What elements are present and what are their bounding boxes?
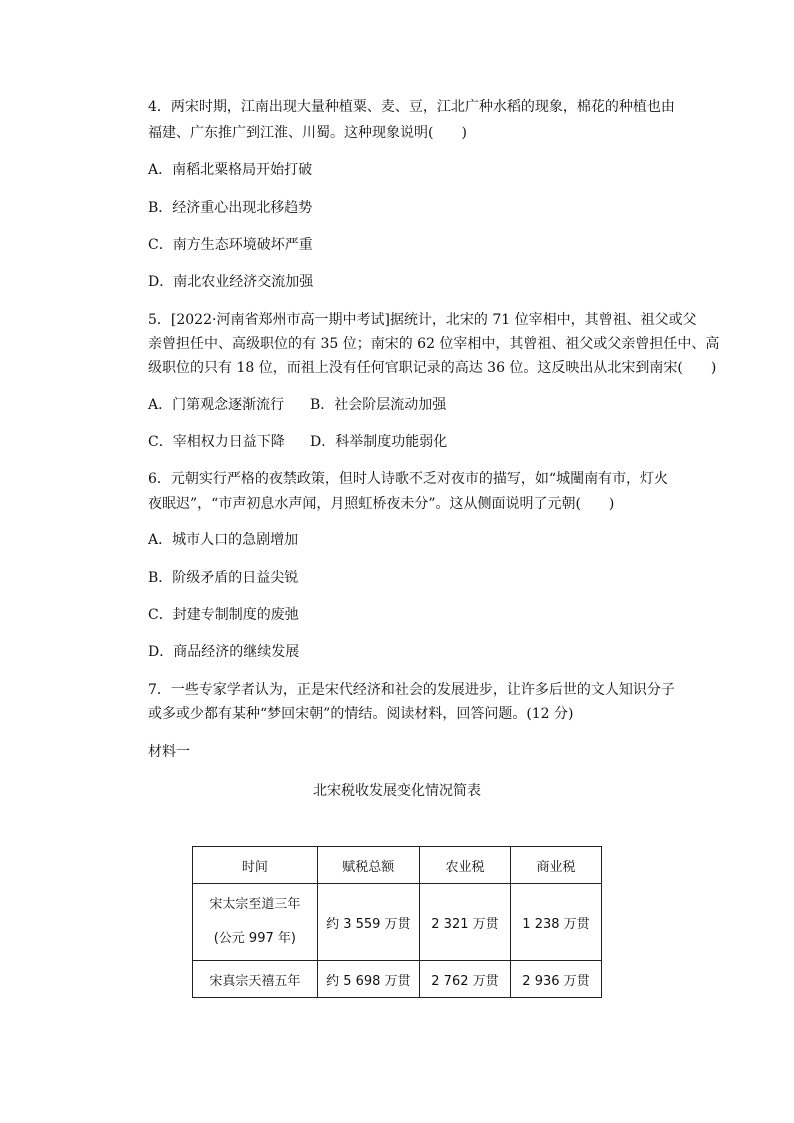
q5-option-a: A．门第观念逐渐流行 [148,397,285,413]
tax-table [192,846,602,998]
header-comm: 商业税 [510,847,601,884]
cell-comm: 2 936 万贯 [510,961,601,998]
header-time: 时间 [193,847,318,884]
cell-time-line1: 宋太宗至道三年 [209,897,301,912]
header-agri: 农业税 [419,847,510,884]
q7-stem-line2: 或多或少都有某种“梦回宋朝”的情结。阅读材料，回答问题。(12 分) [148,706,574,722]
material-label: 材料一 [148,744,190,760]
cell-time [193,884,318,961]
q6-option-a: A．城市人口的急剧增加 [148,532,299,548]
q4-option-d: D．南北农业经济交流加强 [148,274,314,290]
q5-stem-line1: 5．[2022·河南省郑州市高一期中考试]据统计，北宋的 71 位宰相中，其曾祖、祖父或父 [148,312,697,328]
q4-option-b: B．经济重心出现北移趋势 [148,200,313,216]
cell-agri: 2 321 万贯 [419,884,510,961]
q6-option-c: C．封建专制制度的废弛 [148,607,299,623]
q4-stem-line1: 4．两宋时期，江南出现大量种植粟、麦、豆，江北广种水稻的现象，棉花的种植也由 [148,99,675,115]
q6-option-b: B．阶级矛盾的日益尖锐 [148,570,299,586]
q6-stem-line2: 夜眠迟”，“市声初息水声闻，月照虹桥夜未分”。这从侧面说明了元朝( ) [148,496,615,512]
cell-comm: 1 238 万贯 [510,884,601,961]
q5-option-b: B．社会阶层流动加强 [310,397,447,413]
q6-stem-line1: 6．元朝实行严格的夜禁政策，但时人诗歌不乏对夜市的描写，如“城闉南有市，灯火 [148,471,669,487]
cell-time-line2: (公元 997 年) [213,931,296,946]
cell-agri: 2 762 万贯 [419,961,510,998]
header-total: 赋税总额 [317,847,419,884]
q7-stem-line1: 7．一些专家学者认为，正是宋代经济和社会的发展进步，让许多后世的文人知识分子 [148,682,675,698]
table-header-row [193,847,602,884]
table-row [193,961,602,998]
q4-option-a: A．南稻北粟格局开始打破 [148,162,313,178]
cell-total: 约 3 559 万贯 [317,884,419,961]
table-caption: 北宋税收发展变化情况简表 [313,783,481,799]
cell-time: 宋真宗天禧五年 [193,961,318,998]
q4-option-c: C．南方生态环境破坏严重 [148,237,313,253]
q5-option-c: C．宰相权力日益下降 [148,434,285,450]
q6-option-d: D．商品经济的继续发展 [148,644,300,660]
q5-stem-line3: 级职位的只有 18 位，而祖上没有任何官职记录的高达 36 位。这反映出从北宋到南宋( ) [148,360,717,376]
q4-stem-line2: 福建、广东推广到江淮、川蜀。这种现象说明( ) [148,125,467,141]
q5-stem-line2: 亲曾担任中、高级职位的有 35 位；南宋的 62 位宰相中，其曾祖、祖父或父亲曾担任中、高 [148,336,720,352]
cell-total: 约 5 698 万贯 [317,961,419,998]
table-row [193,884,602,961]
q5-option-d: D．科举制度功能弱化 [310,434,448,450]
